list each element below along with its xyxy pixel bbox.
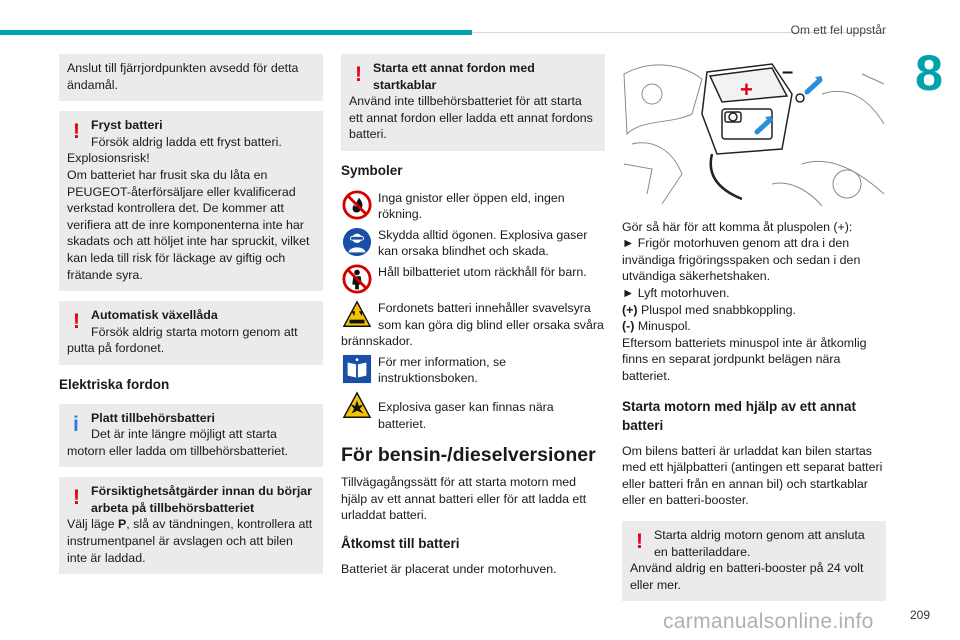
info-title: Platt tillbehörsbatteri (91, 410, 215, 425)
symbol-row (341, 227, 605, 260)
column-1 (59, 54, 323, 584)
no-flame-icon (341, 190, 373, 220)
petrol-body: Tillvägagångssätt för att starta motorn med hjälp av ett annat batteri eller för att ladda ett urladdat batteri. (341, 475, 587, 523)
chapter-number: 8 (898, 40, 960, 106)
warning-title: Fryst batteri (91, 118, 163, 133)
intro-box (59, 54, 323, 101)
body-suffix: , slå av tändningen, kontrollera att instrumentpanel är avslagen och att bilen inte är laddad. (67, 517, 313, 565)
symbol-row (341, 391, 605, 432)
body-prefix: Välj läge (67, 517, 118, 532)
corrosive-icon (341, 300, 373, 330)
frozen-battery-warning (59, 111, 323, 291)
warning-title: Automatisk växellåda (91, 308, 218, 323)
plus-terminal-line (622, 302, 886, 319)
symbol-text: För mer information, se instruktionsboken. (378, 354, 507, 386)
info-line: Det är inte längre möjligt att starta (91, 427, 277, 442)
jump-start-body: Om bilens batteri är urladdat kan bilen startas med ett hjälpbatteri (antingen ett separat batteri eller batteri från en annan bil) och startkablar eller en batteri-booster. (622, 443, 883, 508)
symbols-heading: Symboler (341, 162, 403, 178)
symbol-text: Fordonets batteri innehåller svavelsyra som kan göra dig blind eller orsaka svåra brännskador. (341, 300, 604, 349)
page-number: 209 (909, 608, 930, 622)
plus-label: (+) (622, 302, 638, 317)
warning-icon: ! (636, 529, 643, 553)
positive-sign: + (740, 77, 753, 102)
symbol-row (341, 264, 605, 294)
warning-icon: ! (73, 310, 80, 334)
access-body: Batteriet är placerat under motorhuven. (341, 561, 557, 576)
symbol-text: Inga gnistor eller öppen eld, ingen rökning. (378, 190, 565, 222)
flat-aux-info (59, 404, 323, 468)
symbol-text: Skydda alltid ögonen. Explosiva gaser kan orsaka blindhet och skada. (378, 227, 588, 259)
charger-warning (622, 521, 886, 601)
section-title: Om ett fel uppstår (790, 23, 886, 37)
warning-title: Starta ett annat fordon med startkablar (373, 61, 535, 92)
petrol-heading: För bensin-/dieselversioner (341, 444, 596, 467)
precautions-warning (59, 477, 323, 574)
warning-icon: ! (73, 120, 80, 144)
battery-engine-bay-illustration (622, 54, 886, 208)
auto-gearbox-warning (59, 301, 323, 365)
eye-protection-icon (341, 227, 373, 257)
minus-label: (-) (622, 319, 635, 334)
symbol-row (341, 190, 605, 223)
plus-text: Pluspol med snabbkoppling. (637, 302, 796, 317)
intro-text: Anslut till fjärrjordpunkten avsedd för detta ändamål. (67, 61, 299, 92)
explosive-icon (341, 391, 373, 421)
column-2 (341, 54, 605, 577)
warning-line: Försök aldrig ladda ett fryst batteri. (91, 134, 282, 149)
header-accent-bar (0, 30, 472, 35)
warning-title: Försiktighetsåtgärder innan du börjar arbeta på tillbehörsbatteriet (91, 484, 312, 515)
keep-children-away-icon (341, 264, 373, 294)
other-vehicle-warning (341, 54, 605, 151)
symbol-row (341, 300, 605, 350)
step-1: ► Frigör motorhuven genom att dra i den invändiga frigöringsspaken och sedan i den utvändiga säkerhetshaken. (622, 236, 861, 284)
minus-text: Minuspol. (634, 319, 691, 334)
warning-body: Använd inte tillbehörsbatteriet för att starta ett annat fordon eller ladda ett annat fordons batteri. (349, 94, 593, 142)
electric-heading: Elektriska fordon (59, 376, 170, 392)
jump-start-heading: Starta motorn med hjälp av ett annat batteri (622, 398, 857, 433)
warning-icon: ! (355, 63, 362, 86)
warning-body: putta på fordonet. (67, 341, 165, 356)
body-bold: P (117, 517, 127, 532)
warning-body: Använd aldrig en batteri-booster på 24 volt eller mer. (630, 561, 864, 592)
symbol-row (341, 354, 605, 387)
access-heading: Åtkomst till batteri (341, 535, 460, 551)
info-icon: i (73, 412, 79, 436)
negative-sign: – (782, 61, 794, 83)
warning-icon: ! (73, 486, 80, 510)
warning-body (67, 516, 315, 566)
warning-line: Starta aldrig motorn genom att ansluta en batteriladdare. (654, 527, 865, 559)
watermark: carmanualsonline.info (663, 610, 874, 633)
info-body: motorn eller ladda om tillbehörsbatteriet. (67, 443, 289, 458)
ground-note: Eftersom batteriets minuspol inte är åtkomlig finns en separat jordpunkt belägen nära batteriet. (622, 335, 867, 383)
manual-icon (341, 354, 373, 384)
minus-terminal-line (622, 318, 886, 335)
column-3 (622, 54, 886, 611)
symbol-text: Explosiva gaser kan finnas nära batteriet. (378, 399, 554, 431)
step-2: ► Lyft motorhuven. (622, 285, 730, 300)
warning-body: Explosionsrisk! Om batteriet har frusit ska du låta en PEUGEOT-återförsäljare eller kvalificerad verkstad kontrollera det. De kommer att verifiera att de inre komponenterna inte har skadats och att höljet inte har spruckit, vilket kan leda till risk för läckage av giftig och frätande syra. (67, 151, 310, 282)
symbol-text: Håll bilbatteriet utom räckhåll för barn. (378, 264, 587, 279)
warning-line: Försök aldrig starta motorn genom att (91, 324, 298, 339)
access-intro: Gör så här för att komma åt pluspolen (+): (622, 219, 853, 234)
